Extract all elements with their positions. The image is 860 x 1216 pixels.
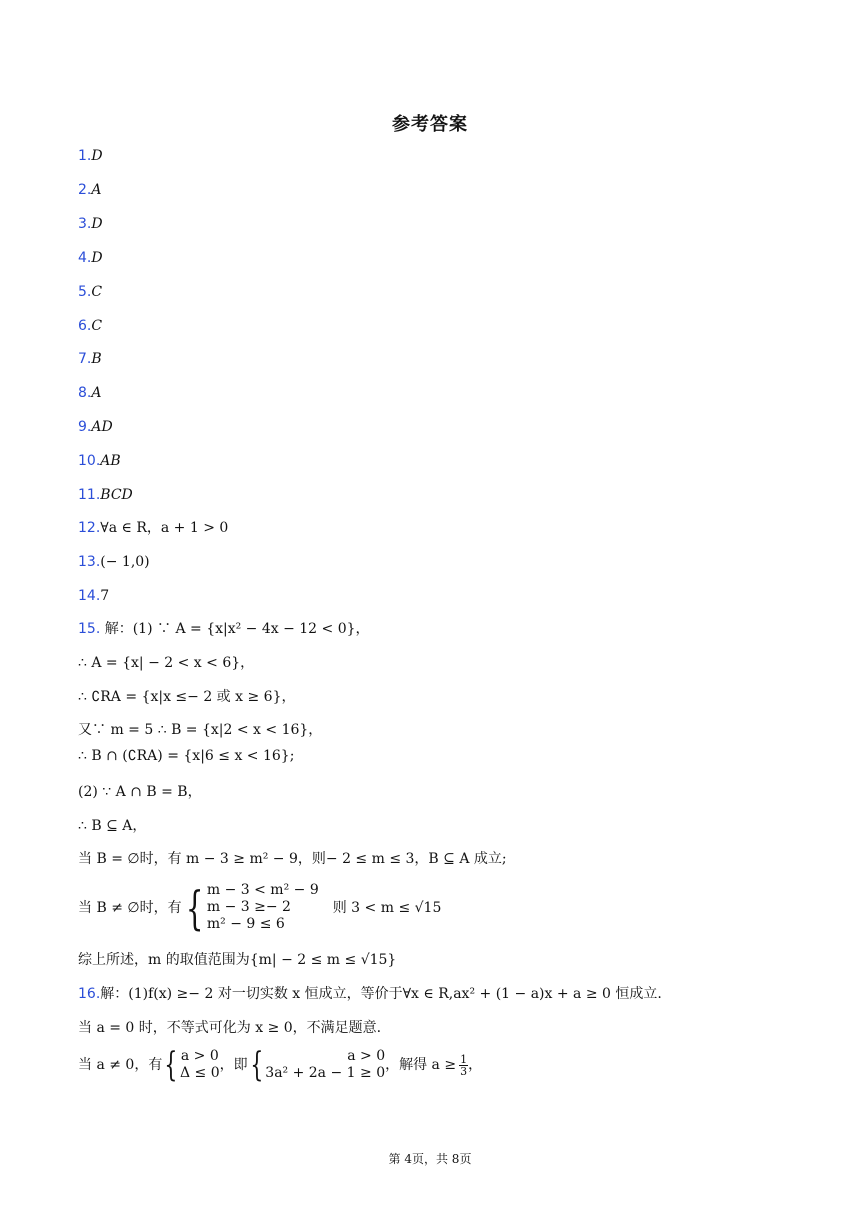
answer-3 — [78, 214, 103, 234]
condition-suffix: ，解得 a ≥ — [385, 1057, 457, 1073]
page-title: 参考答案 — [392, 114, 468, 135]
system-rows — [207, 882, 319, 933]
system-row: Δ ≤ 0 — [179, 1065, 220, 1081]
answer-text: C — [91, 284, 103, 300]
q16-line-2: 当 a = 0 时，不等式可化为 x ≥ 0，不满足题意. — [78, 1020, 382, 1036]
answer-text: B — [91, 351, 102, 367]
answer-text: ∀a ∈ R，a + 1 > 0 — [100, 520, 229, 536]
q15-line-5: ∴ B ∩ (∁RA) = {x|6 ≤ x < 16}; — [78, 748, 295, 764]
answer-number: 10. — [78, 453, 101, 469]
answer-text: AB — [100, 453, 121, 469]
answer-text: D — [91, 216, 103, 232]
system-row: 3a² + 2a − 1 ≥ 0 — [265, 1065, 386, 1081]
answer-number: 12. — [78, 520, 101, 536]
answer-9 — [78, 417, 113, 437]
answer-8 — [78, 383, 101, 403]
q15-line-2: ∴ A = {x| − 2 < x < 6}， — [78, 655, 255, 671]
answer-number: 8. — [78, 385, 92, 401]
system-row: m − 3 < m² − 9 — [206, 882, 319, 898]
fraction — [459, 1054, 468, 1077]
q16-line-1 — [78, 984, 662, 1004]
q15-line-6: (2) ∵ A ∩ B = B， — [78, 784, 202, 800]
answer-14 — [78, 586, 109, 606]
answer-10 — [78, 451, 121, 471]
answer-number: 9. — [78, 419, 92, 435]
answer-11 — [78, 485, 133, 505]
answer-1 — [78, 146, 103, 166]
answer-number: 2. — [78, 182, 92, 198]
answer-number: 15. — [78, 621, 101, 637]
q15-line-1 — [78, 619, 370, 639]
answer-number: 14. — [78, 588, 101, 604]
answer-number: 13. — [78, 554, 101, 570]
left-brace: { — [249, 1045, 263, 1085]
answer-text: 7 — [100, 588, 110, 604]
answer-13 — [78, 552, 150, 572]
answer-number: 5. — [78, 284, 92, 300]
left-brace: { — [164, 1045, 178, 1085]
condition-end: ， — [468, 1057, 483, 1073]
q15-line-7: ∴ B ⊆ A， — [78, 818, 147, 834]
answer-number: 7. — [78, 351, 92, 367]
answer-text: BCD — [100, 487, 133, 503]
answer-number: 6. — [78, 318, 92, 334]
answer-number: 4. — [78, 250, 92, 266]
condition-prefix: 当 a ≠ 0，有 — [78, 1057, 163, 1073]
q15-line-10: 综上所述，m 的取值范围为{m| − 2 ≤ m ≤ √15} — [78, 952, 397, 968]
system-prefix: 当 B ≠ ∅时，有 — [78, 899, 182, 916]
q15-line-3: ∴ ∁RA = {x|x ≤− 2 或 x ≥ 6}， — [78, 689, 296, 705]
answer-number: 3. — [78, 216, 92, 232]
system-row: m − 3 ≥− 2 — [206, 899, 291, 915]
answer-6 — [78, 316, 102, 336]
answer-text: A — [91, 182, 102, 198]
answer-text: (− 1,0) — [100, 554, 150, 570]
answer-text: D — [91, 148, 103, 164]
q15-inequality-system — [78, 882, 441, 933]
q16-condition-line — [78, 1045, 483, 1085]
answer-text: AD — [91, 419, 113, 435]
answer-7 — [78, 349, 102, 369]
answer-number: 1. — [78, 148, 92, 164]
answer-number: 11. — [78, 487, 101, 503]
condition-system-1 — [180, 1048, 220, 1082]
answer-5 — [78, 282, 102, 302]
condition-system-2 — [265, 1048, 385, 1082]
condition-mid: ，即 — [219, 1057, 248, 1073]
answer-4 — [78, 248, 103, 268]
q15-line-4: 又∵ m = 5 ∴ B = {x|2 < x < 16}， — [78, 722, 323, 738]
fraction-denominator: 3 — [460, 1064, 468, 1078]
system-row: m² − 9 ≤ 6 — [206, 916, 285, 932]
answer-number: 16. — [78, 986, 101, 1002]
q15-line-8: 当 B = ∅时，有 m − 3 ≥ m² − 9，则− 2 ≤ m ≤ 3，B ⊆ A 成立; — [78, 851, 507, 867]
left-brace: { — [185, 880, 204, 935]
system-row: a > 0 — [347, 1048, 386, 1064]
answer-text: D — [91, 250, 103, 266]
solution-text: 解：(1)f(x) ≥− 2 对一切实数 x 恒成立，等价于∀x ∈ R,ax² + (1 − a)x + a ≥ 0 恒成立. — [100, 986, 662, 1002]
system-suffix: 则 3 < m ≤ √15 — [332, 899, 442, 916]
solution-text: 解：(1) ∵ A = {x|x² − 4x − 12 < 0}， — [100, 621, 370, 637]
answer-12 — [78, 518, 228, 538]
answer-2 — [78, 180, 101, 200]
system-row: a > 0 — [180, 1048, 219, 1064]
fraction-numerator: 1 — [460, 1052, 468, 1066]
answer-text: A — [91, 385, 102, 401]
answer-text: C — [91, 318, 103, 334]
page-footer: 第 4页，共 8页 — [388, 1152, 472, 1166]
